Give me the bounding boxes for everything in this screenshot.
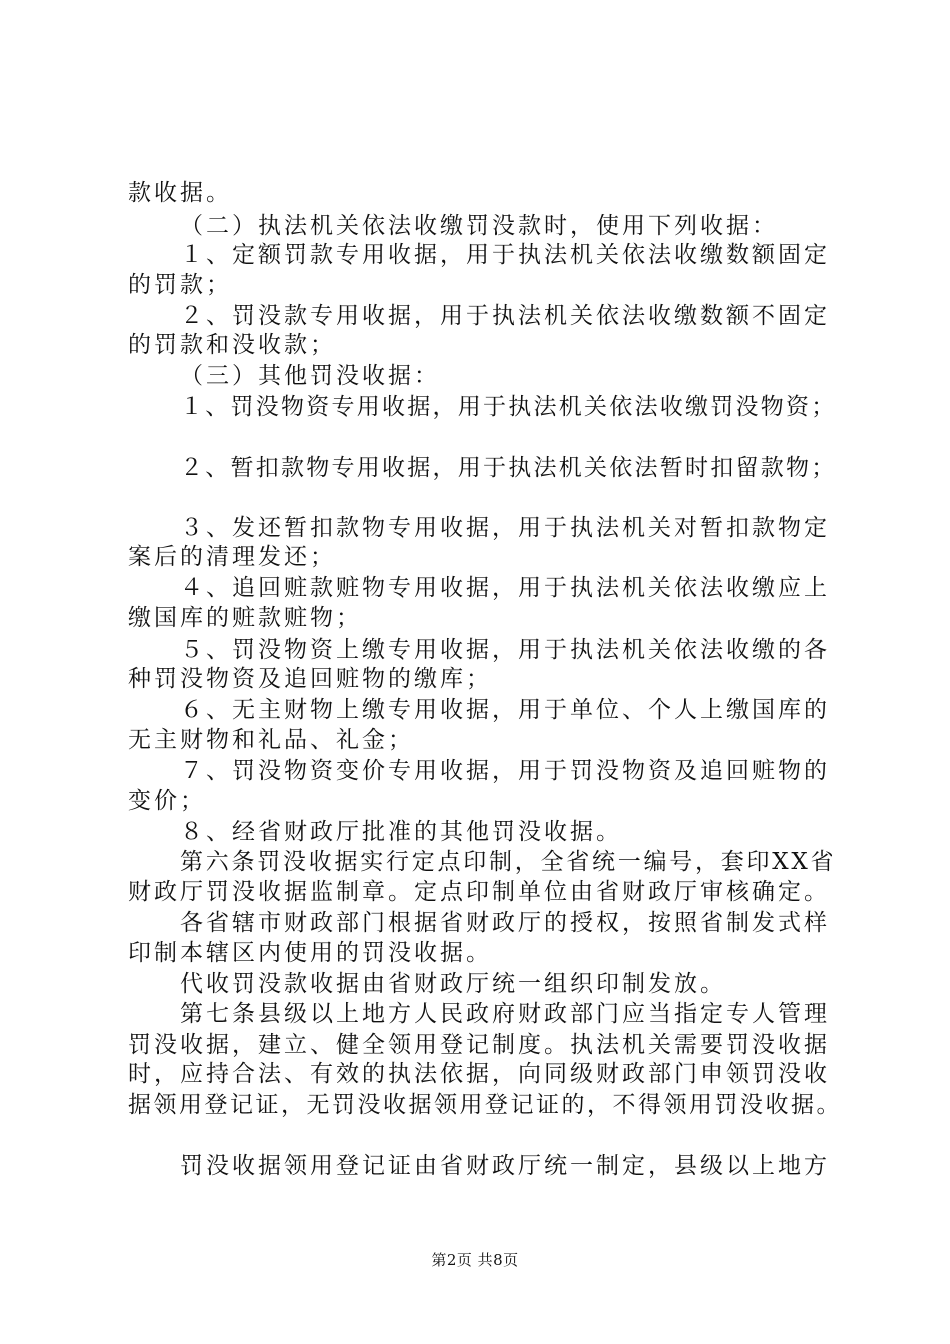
text-line: 缴国库的赃款赃物； [128, 605, 362, 631]
page-number-footer: 第2页 共8页 [431, 1251, 519, 1269]
text-line: １、罚没物资专用收据，用于执法机关依法收缴罚没物资； [180, 394, 837, 420]
text-line: 各省辖市财政部门根据省财政厅的授权，按照省制发式样 [180, 910, 830, 936]
text-line: ６、无主财物上缴专用收据，用于单位、个人上缴国库的 [180, 697, 830, 723]
text-line: ２、罚没款专用收据，用于执法机关依法收缴数额不固定 [180, 303, 830, 329]
text-line: （二）执法机关依法收缴罚没款时，使用下列收据： [180, 213, 778, 239]
text-line: 款收据。 [128, 180, 232, 206]
text-line: （三）其他罚没收据： [180, 363, 440, 389]
text-line: ２、暂扣款物专用收据，用于执法机关依法暂时扣留款物； [180, 455, 837, 481]
text-line: 据领用登记证，无罚没收据领用登记证的，不得领用罚没收据。 [128, 1092, 842, 1118]
text-line: ５、罚没物资上缴专用收据，用于执法机关依法收缴的各 [180, 637, 830, 663]
text-line: 无主财物和礼品、礼金； [128, 727, 414, 753]
text-line: 变价； [128, 788, 206, 814]
text-line: 代收罚没款收据由省财政厅统一组织印制发放。 [180, 971, 726, 997]
text-line: 罚没收据，建立、健全领用登记制度。执法机关需要罚没收据 [128, 1032, 830, 1058]
text-line: 案后的清理发还； [128, 544, 336, 570]
text-line: ４、追回赃款赃物专用收据，用于执法机关依法收缴应上 [180, 575, 830, 601]
text-line: 第六条罚没收据实行定点印制，全省统一编号，套印XX省 [180, 849, 837, 875]
text-line: 种罚没物资及追回赃物的缴库； [128, 666, 492, 692]
text-line: 罚没收据领用登记证由省财政厅统一制定，县级以上地方 [180, 1153, 830, 1179]
text-line: 时，应持合法、有效的执法依据，向同级财政部门申领罚没收 [128, 1061, 830, 1087]
text-line: ８、经省财政厅批准的其他罚没收据。 [180, 819, 622, 845]
text-line: ３、发还暂扣款物专用收据，用于执法机关对暂扣款物定 [180, 515, 830, 541]
text-line: １、定额罚款专用收据，用于执法机关依法收缴数额固定 [180, 242, 830, 268]
text-line: 的罚款； [128, 272, 232, 298]
text-line: ７、罚没物资变价专用收据，用于罚没物资及追回赃物的 [180, 758, 830, 784]
text-line: 印制本辖区内使用的罚没收据。 [128, 940, 492, 966]
text-line: 财政厅罚没收据监制章。定点印制单位由省财政厅审核确定。 [128, 879, 830, 905]
text-line: 的罚款和没收款； [128, 332, 336, 358]
text-line: 第七条县级以上地方人民政府财政部门应当指定专人管理 [180, 1001, 830, 1027]
